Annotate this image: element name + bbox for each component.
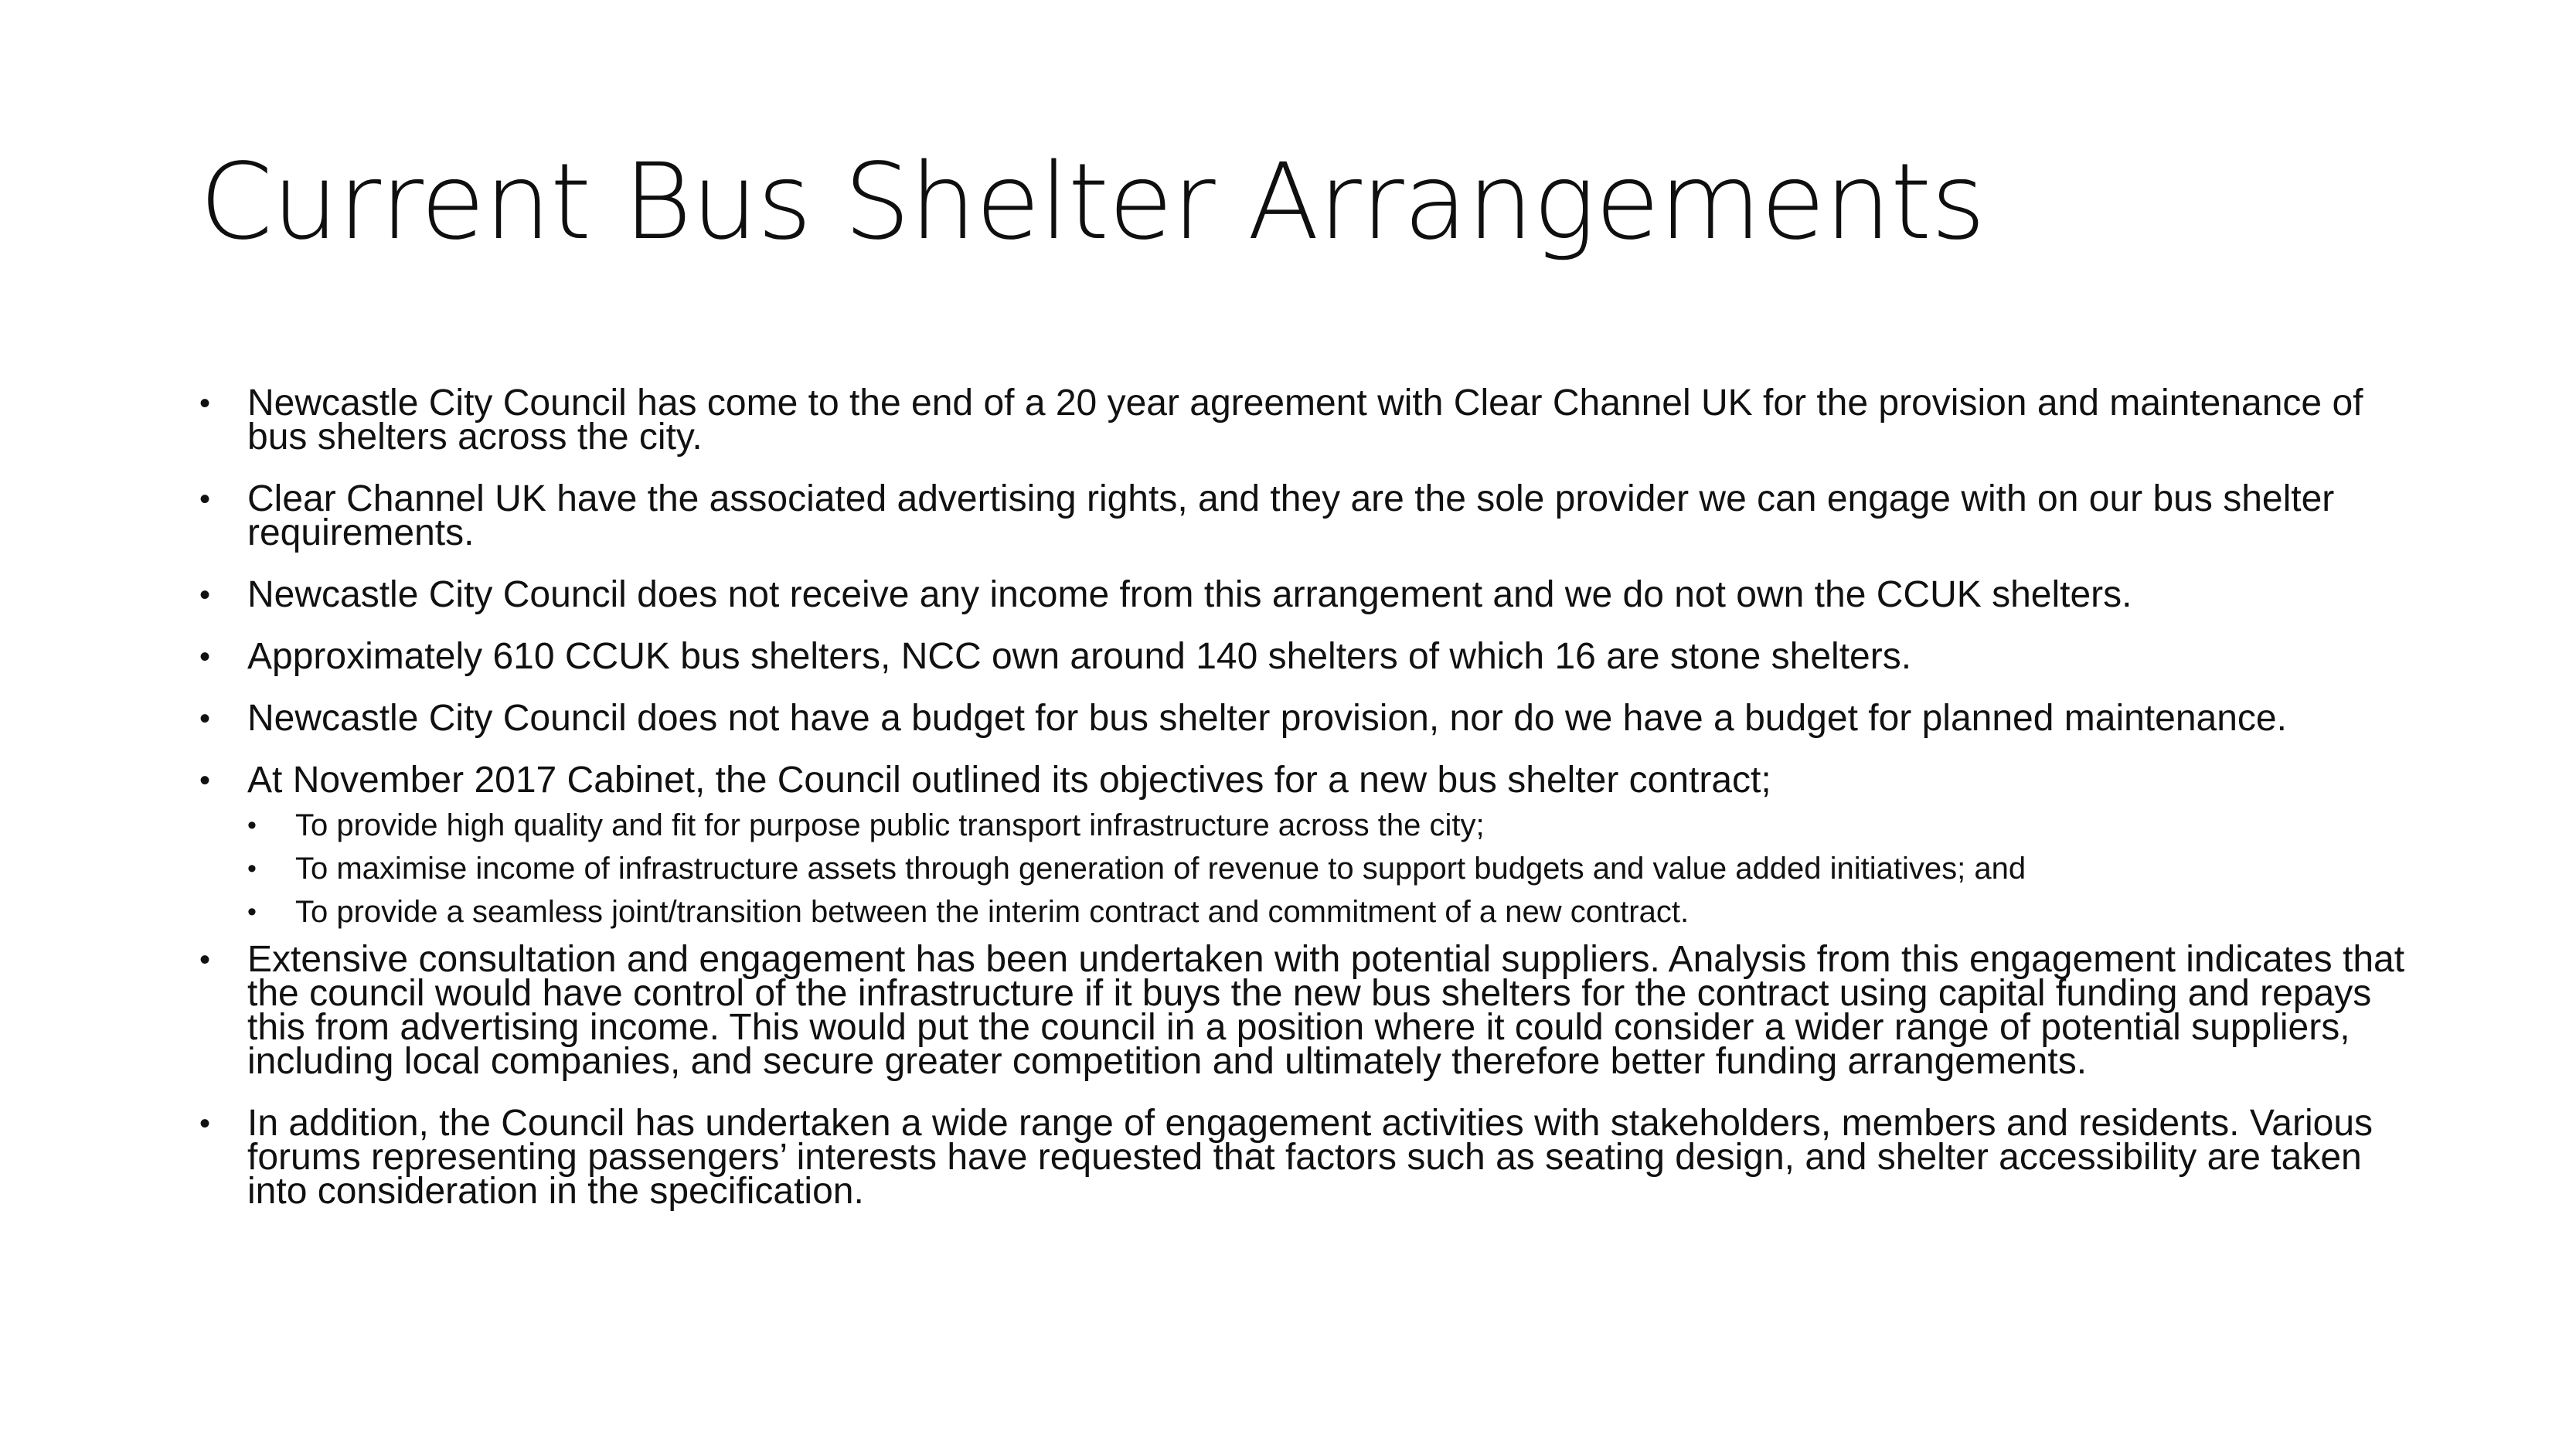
sub-bullet-dot-icon: • [247, 897, 257, 927]
sub-bullet-item [199, 852, 2425, 886]
slide-content [199, 383, 2425, 1236]
bullet-text: At November 2017 Cabinet, the Council outlined its objectives for a new bus shelter contract; [247, 760, 1771, 801]
bullet-item [199, 698, 2425, 739]
bullet-item [199, 1103, 2425, 1212]
sub-bullet-text: To provide a seamless joint/transition between the interim contract and commitment of a new contract. [295, 895, 1690, 929]
sub-bullet-dot-icon: • [247, 854, 257, 883]
sub-bullet-row [247, 852, 2425, 886]
bullet-dot-icon: • [199, 386, 211, 420]
bullet-dot-icon: • [199, 578, 211, 612]
bullet-text: Newcastle City Council does not receive any income from this arrangement and we do not own the CCUK shelters. [247, 574, 2132, 615]
bullet-text: In addition, the Council has undertaken a wide range of engagement activities with stakeholders, members and residents. Various forums representing passengers’ interests have requested that factors such as seating design, and shelter accessibility are taken into consideration in the specification. [247, 1103, 2374, 1212]
sub-bullet-row [247, 895, 2425, 929]
bullet-list [199, 383, 2425, 1212]
bullet-dot-icon: • [199, 702, 211, 736]
bullet-dot-icon: • [199, 1107, 211, 1141]
bullet-dot-icon: • [199, 943, 211, 977]
slide-title: Current Bus Shelter Arrangements [199, 141, 1986, 264]
sub-bullet-item [199, 808, 2425, 842]
sub-bullet-row [247, 808, 2425, 842]
bullet-dot-icon: • [199, 764, 211, 798]
bullet-item [199, 478, 2425, 553]
bullet-text: Newcastle City Council does not have a budget for bus shelter provision, nor do we have a budget for planned maintenance. [247, 698, 2287, 739]
sub-bullet-text: To maximise income of infrastructure assets through generation of revenue to support budgets and value added initiatives; and [295, 852, 2026, 886]
bullet-text: Newcastle City Council has come to the end of a 20 year agreement with Clear Channel UK for the provision and maintenance of bus shelters across the city. [247, 383, 2363, 457]
bullet-text: Clear Channel UK have the associated advertising rights, and they are the sole provider we can engage with on our bus shelter requirements. [247, 478, 2335, 553]
bullet-item [199, 574, 2425, 615]
sub-bullet-dot-icon: • [247, 811, 257, 840]
bullet-item [199, 939, 2425, 1082]
bullet-dot-icon: • [199, 482, 211, 516]
sub-bullet-text: To provide high quality and fit for purpose public transport infrastructure across the city; [295, 808, 1485, 842]
sub-bullet-list [247, 808, 2425, 929]
bullet-text: Extensive consultation and engagement has been undertaken with potential suppliers. Analysis from this engagement indicates that the council would have control of the infrastructure if it buys the new bus shelters for the contract using capital funding and repays this from advertising income. This would put the council in a position where it could consider a wider range of potential suppliers, including local companies, and secure greater competition and ultimately therefore better funding arrangements. [247, 939, 2405, 1082]
bullet-dot-icon: • [199, 640, 211, 674]
bullet-item [199, 760, 2425, 929]
bullet-item [199, 636, 2425, 677]
bullet-item [199, 383, 2425, 457]
bullet-text: Approximately 610 CCUK bus shelters, NCC own around 140 shelters of which 16 are stone shelters. [247, 636, 1912, 677]
sub-bullet-item [199, 895, 2425, 929]
